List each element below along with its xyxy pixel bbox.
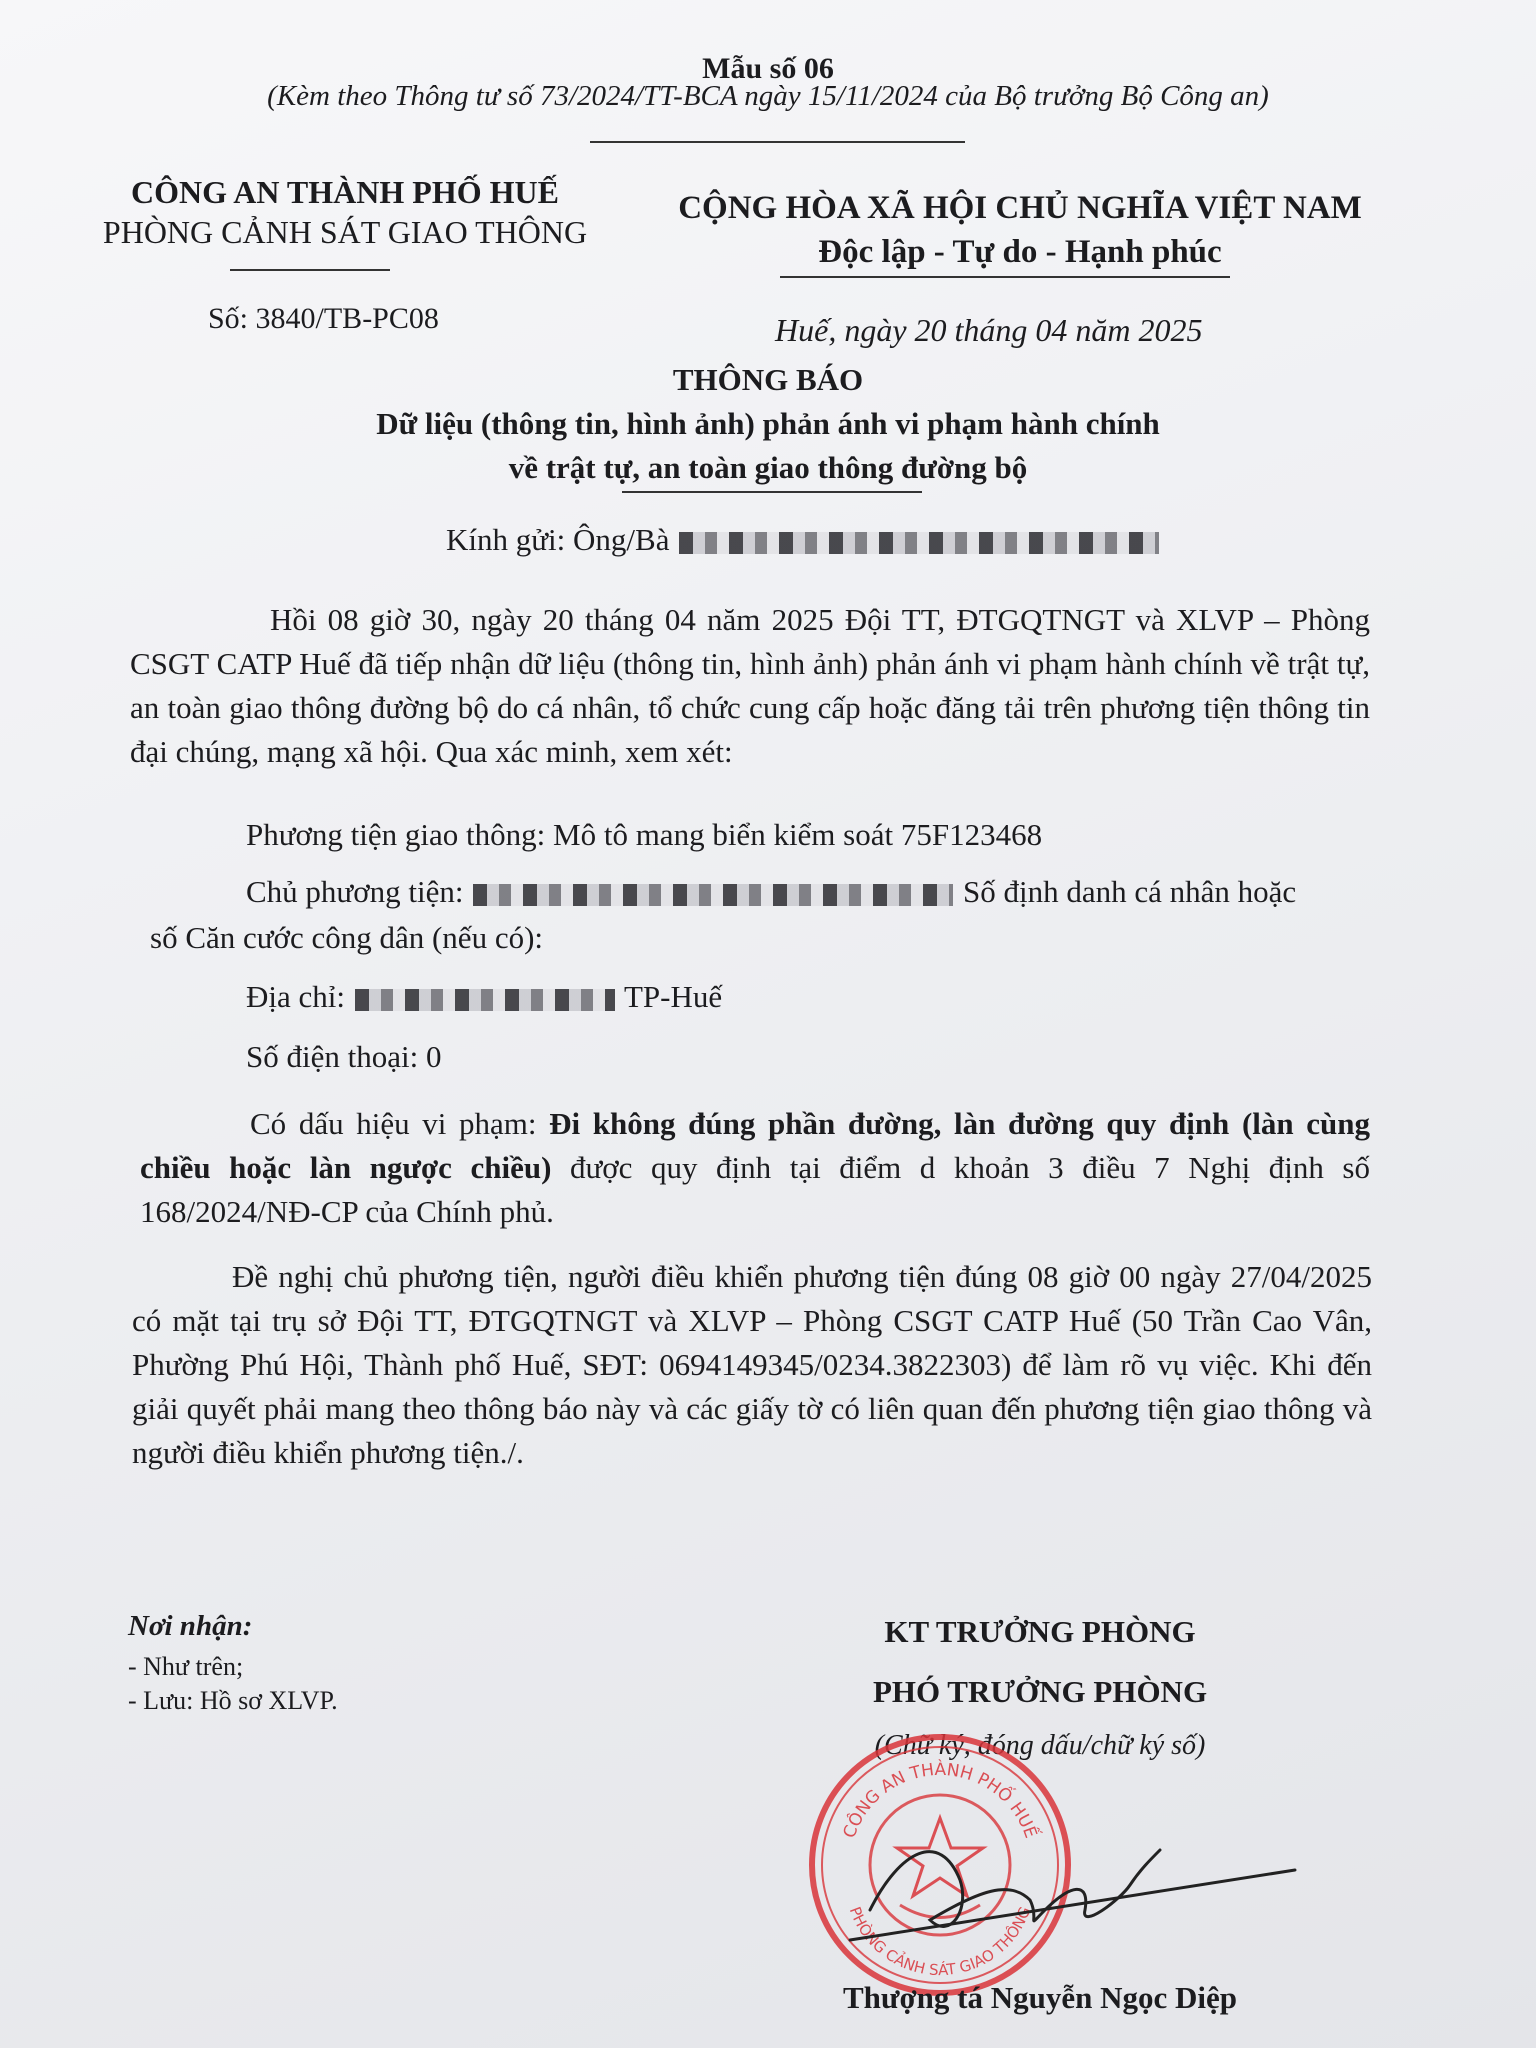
title-main: THÔNG BÁO <box>672 362 864 397</box>
signature-title1: KT TRƯỞNG PHÒNG <box>884 1614 1196 1649</box>
attachment-note: (Kèm theo Thông tư số 73/2024/TT-BCA ngày 15/11/2024 của Bộ trưởng Bộ Công an) <box>267 80 1269 112</box>
agency-line1: CÔNG AN THÀNH PHỐ HUẾ <box>131 174 559 210</box>
redacted-address <box>355 989 615 1011</box>
violation-description: Đi không đúng phần đường, làn đường quy định (làn cùng chiều hoặc làn ngược chiều) <box>140 1106 1370 1185</box>
divider <box>590 141 965 143</box>
violation-paragraph <box>140 1102 1370 1234</box>
nation-name: CỘNG HÒA XÃ HỘI CHỦ NGHĨA VIỆT NAM <box>678 190 1362 226</box>
recipients-label: Nơi nhận: <box>128 1610 253 1642</box>
vehicle-line: Phương tiện giao thông: Mô tô mang biển kiểm soát 75F123468 <box>246 817 1043 852</box>
intro-paragraph: Hồi 08 giờ 30, ngày 20 tháng 04 năm 2025 Đội TT, ĐTGQTNGT và XLVP – Phòng CSGT CATP Huế đã tiếp nhận dữ liệu (thông tin, hình ảnh) phản ánh vi phạm hành chính về trật tự, an toàn giao thông đường bộ do cá nhân, tổ chức cung cấp hoặc đăng tải trên phương tiện thông tin đại chúng, mạng xã hội. Qua xác minh, xem xét: <box>130 602 1370 769</box>
divider <box>622 491 922 493</box>
document-number: Số: 3840/TB-PC08 <box>208 302 439 335</box>
recipient-item: - Như trên; <box>128 1652 244 1681</box>
owner-label: Chủ phương tiện: <box>246 874 464 909</box>
recipient-label: Kính gửi: Ông/Bà <box>446 522 670 557</box>
signature-title2: PHÓ TRƯỞNG PHÒNG <box>872 1674 1208 1709</box>
title-sub2: về trật tự, an toàn giao thông đường bộ <box>508 450 1028 485</box>
id-line: số Căn cước công dân (nếu có): <box>150 920 544 955</box>
phone-line: Số điện thoại: 0 <box>246 1039 442 1074</box>
place-date: Huế, ngày 20 tháng 04 năm 2025 <box>775 312 1203 348</box>
address-suffix: TP-Huế <box>623 979 723 1014</box>
violation-suffix: được quy định tại điểm d khoản 3 điều 7 Nghị định số 168/2024/NĐ-CP của Chính phủ. <box>140 1150 1370 1229</box>
handwritten-signature <box>830 1790 1310 1990</box>
national-heading <box>640 186 1400 274</box>
request-paragraph: Đề nghị chủ phương tiện, người điều khiển phương tiện đúng 08 giờ 00 ngày 27/04/2025 có mặt tại trụ sở Đội TT, ĐTGQTNGT và XLVP – Phòng CSGT CATP Huế (50 Trần Cao Vân, Phường Phú Hội, Thành phố Huế, SĐT: 0694149345/0234.3822303) để làm rõ vụ việc. Khi đến giải quyết phải mang theo thông báo này và các giấy tờ có liên quan đến phương tiện giao thông và người điều khiển phương tiện./. <box>132 1259 1372 1470</box>
address-label: Địa chỉ: <box>246 979 345 1014</box>
owner-line <box>246 872 1376 912</box>
form-number: Mẫu số 06 <box>702 52 834 85</box>
redacted-owner <box>473 884 953 906</box>
divider <box>230 269 390 271</box>
recipient-line <box>446 522 1161 558</box>
issuing-agency <box>70 172 620 252</box>
divider <box>780 276 1230 278</box>
signer-name: Thượng tá Nguyễn Ngọc Diệp <box>842 1980 1238 2015</box>
seal-bottom-text: PHÒNG CẢNH SÁT GIAO THÔNG <box>845 1904 1035 1980</box>
motto: Độc lập - Tự do - Hạnh phúc <box>818 234 1222 270</box>
title-sub1: Dữ liệu (thông tin, hình ảnh) phản ánh vi phạm hành chính <box>376 406 1160 441</box>
redacted-name <box>679 532 1159 554</box>
agency-line2: PHÒNG CẢNH SÁT GIAO THÔNG <box>102 214 588 250</box>
document-title <box>0 358 1536 490</box>
violation-prefix: Có dấu hiệu vi phạm: <box>250 1106 550 1141</box>
signature-note: (Chữ ký, đóng dấu/chữ ký số) <box>874 1730 1206 1761</box>
seal-top-text: CÔNG AN THÀNH PHỐ HUẾ <box>839 1759 1041 1841</box>
address-line <box>246 977 722 1017</box>
owner-suffix: Số định danh cá nhân hoặc <box>962 874 1297 909</box>
recipient-item: - Lưu: Hồ sơ XLVP. <box>128 1686 338 1715</box>
